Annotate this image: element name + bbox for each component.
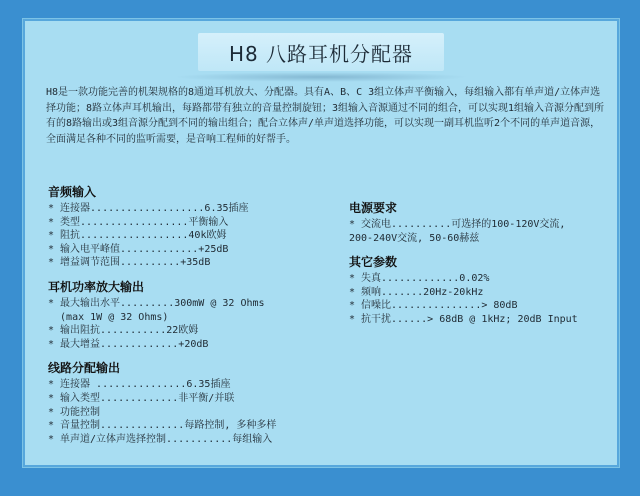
spec-item: * 类型..................平衡输入 — [48, 216, 229, 228]
section-title: 其它参数 — [349, 255, 398, 270]
section-title: 电源要求 — [349, 201, 398, 215]
spec-item: * 抗干扰......> 68dB @ 1kHz; 20dB Input — [349, 313, 578, 325]
spec-list — [349, 218, 619, 245]
intro-paragraph: H8是一款功能完善的机架规格的8通道耳机放大、分配器。具有A、B、C 3组立体声平衡输入，每组输入都有单声道/立体声选择功能；8路立体声耳机输出，每路都带有独立的音量控制旋钮；3组输入音源通过不同的组合，可以实现1组输入音源分配到所有的8路输出或3组音源分配到不同的输出组合；配合立体声/单声道选择功能，可以实现一副耳机监听2个不同的单声道音源，全面满足各种不同的监听需要，是音响工程师的好帮手。 — [46, 87, 605, 145]
spec-list — [48, 202, 348, 270]
section-title: 音频输入 — [48, 185, 97, 199]
spec-item: * 最大输出水平.........300mW @ 32 Ohms — [48, 297, 265, 309]
spec-item: * 单声道/立体声选择控制...........每组输入 — [48, 433, 273, 445]
spec-item: * 输入电平峰值.............+25dB — [48, 243, 229, 255]
spec-item: * 连接器 ...............6.35插座 — [48, 379, 231, 391]
spec-item: * 信噪比...............> 80dB — [349, 300, 518, 312]
section-headphone-amp — [48, 280, 348, 351]
spec-item: * 失真.............0.02% — [349, 273, 490, 285]
spec-item: * 输入类型.............非平衡/并联 — [48, 392, 235, 404]
spec-item: * 交流电..........可选择的100-120V交流, — [349, 219, 566, 230]
title-plate — [198, 33, 444, 71]
spec-item: 200-240V交流, 50-60赫兹 — [349, 232, 480, 244]
spec-item: * 输出阻抗...........22欧姆 — [48, 325, 199, 337]
spec-item: * 增益调节范围..........+35dB — [48, 257, 211, 269]
section-audio-input — [48, 185, 348, 270]
section-title: 耳机功率放大输出 — [48, 279, 145, 294]
spec-item: * 连接器...................6.35插座 — [48, 203, 249, 214]
spec-item: * 频响.......20Hz-20kHz — [349, 286, 484, 298]
spec-list — [349, 272, 619, 326]
right-column — [349, 201, 619, 337]
spec-item: * 音量控制..............每路控制, 多种多样 — [48, 420, 277, 432]
spec-item: (max 1W @ 32 Ohms) — [48, 311, 169, 323]
section-other — [349, 255, 619, 326]
spec-item: * 最大增益.............+20dB — [48, 338, 209, 350]
section-title: 线路分配输出 — [48, 361, 121, 376]
spec-item: * 功能控制 — [48, 406, 101, 418]
spec-list — [48, 378, 348, 446]
page-title: H8 八路耳机分配器 — [228, 41, 414, 66]
left-column — [48, 185, 348, 456]
section-power — [349, 201, 619, 245]
spec-list — [48, 297, 348, 351]
spec-panel — [22, 18, 620, 468]
section-line-distribution — [48, 361, 348, 446]
spec-item: * 阻抗..................40k欧姆 — [48, 230, 227, 242]
title-shadow — [173, 72, 469, 82]
